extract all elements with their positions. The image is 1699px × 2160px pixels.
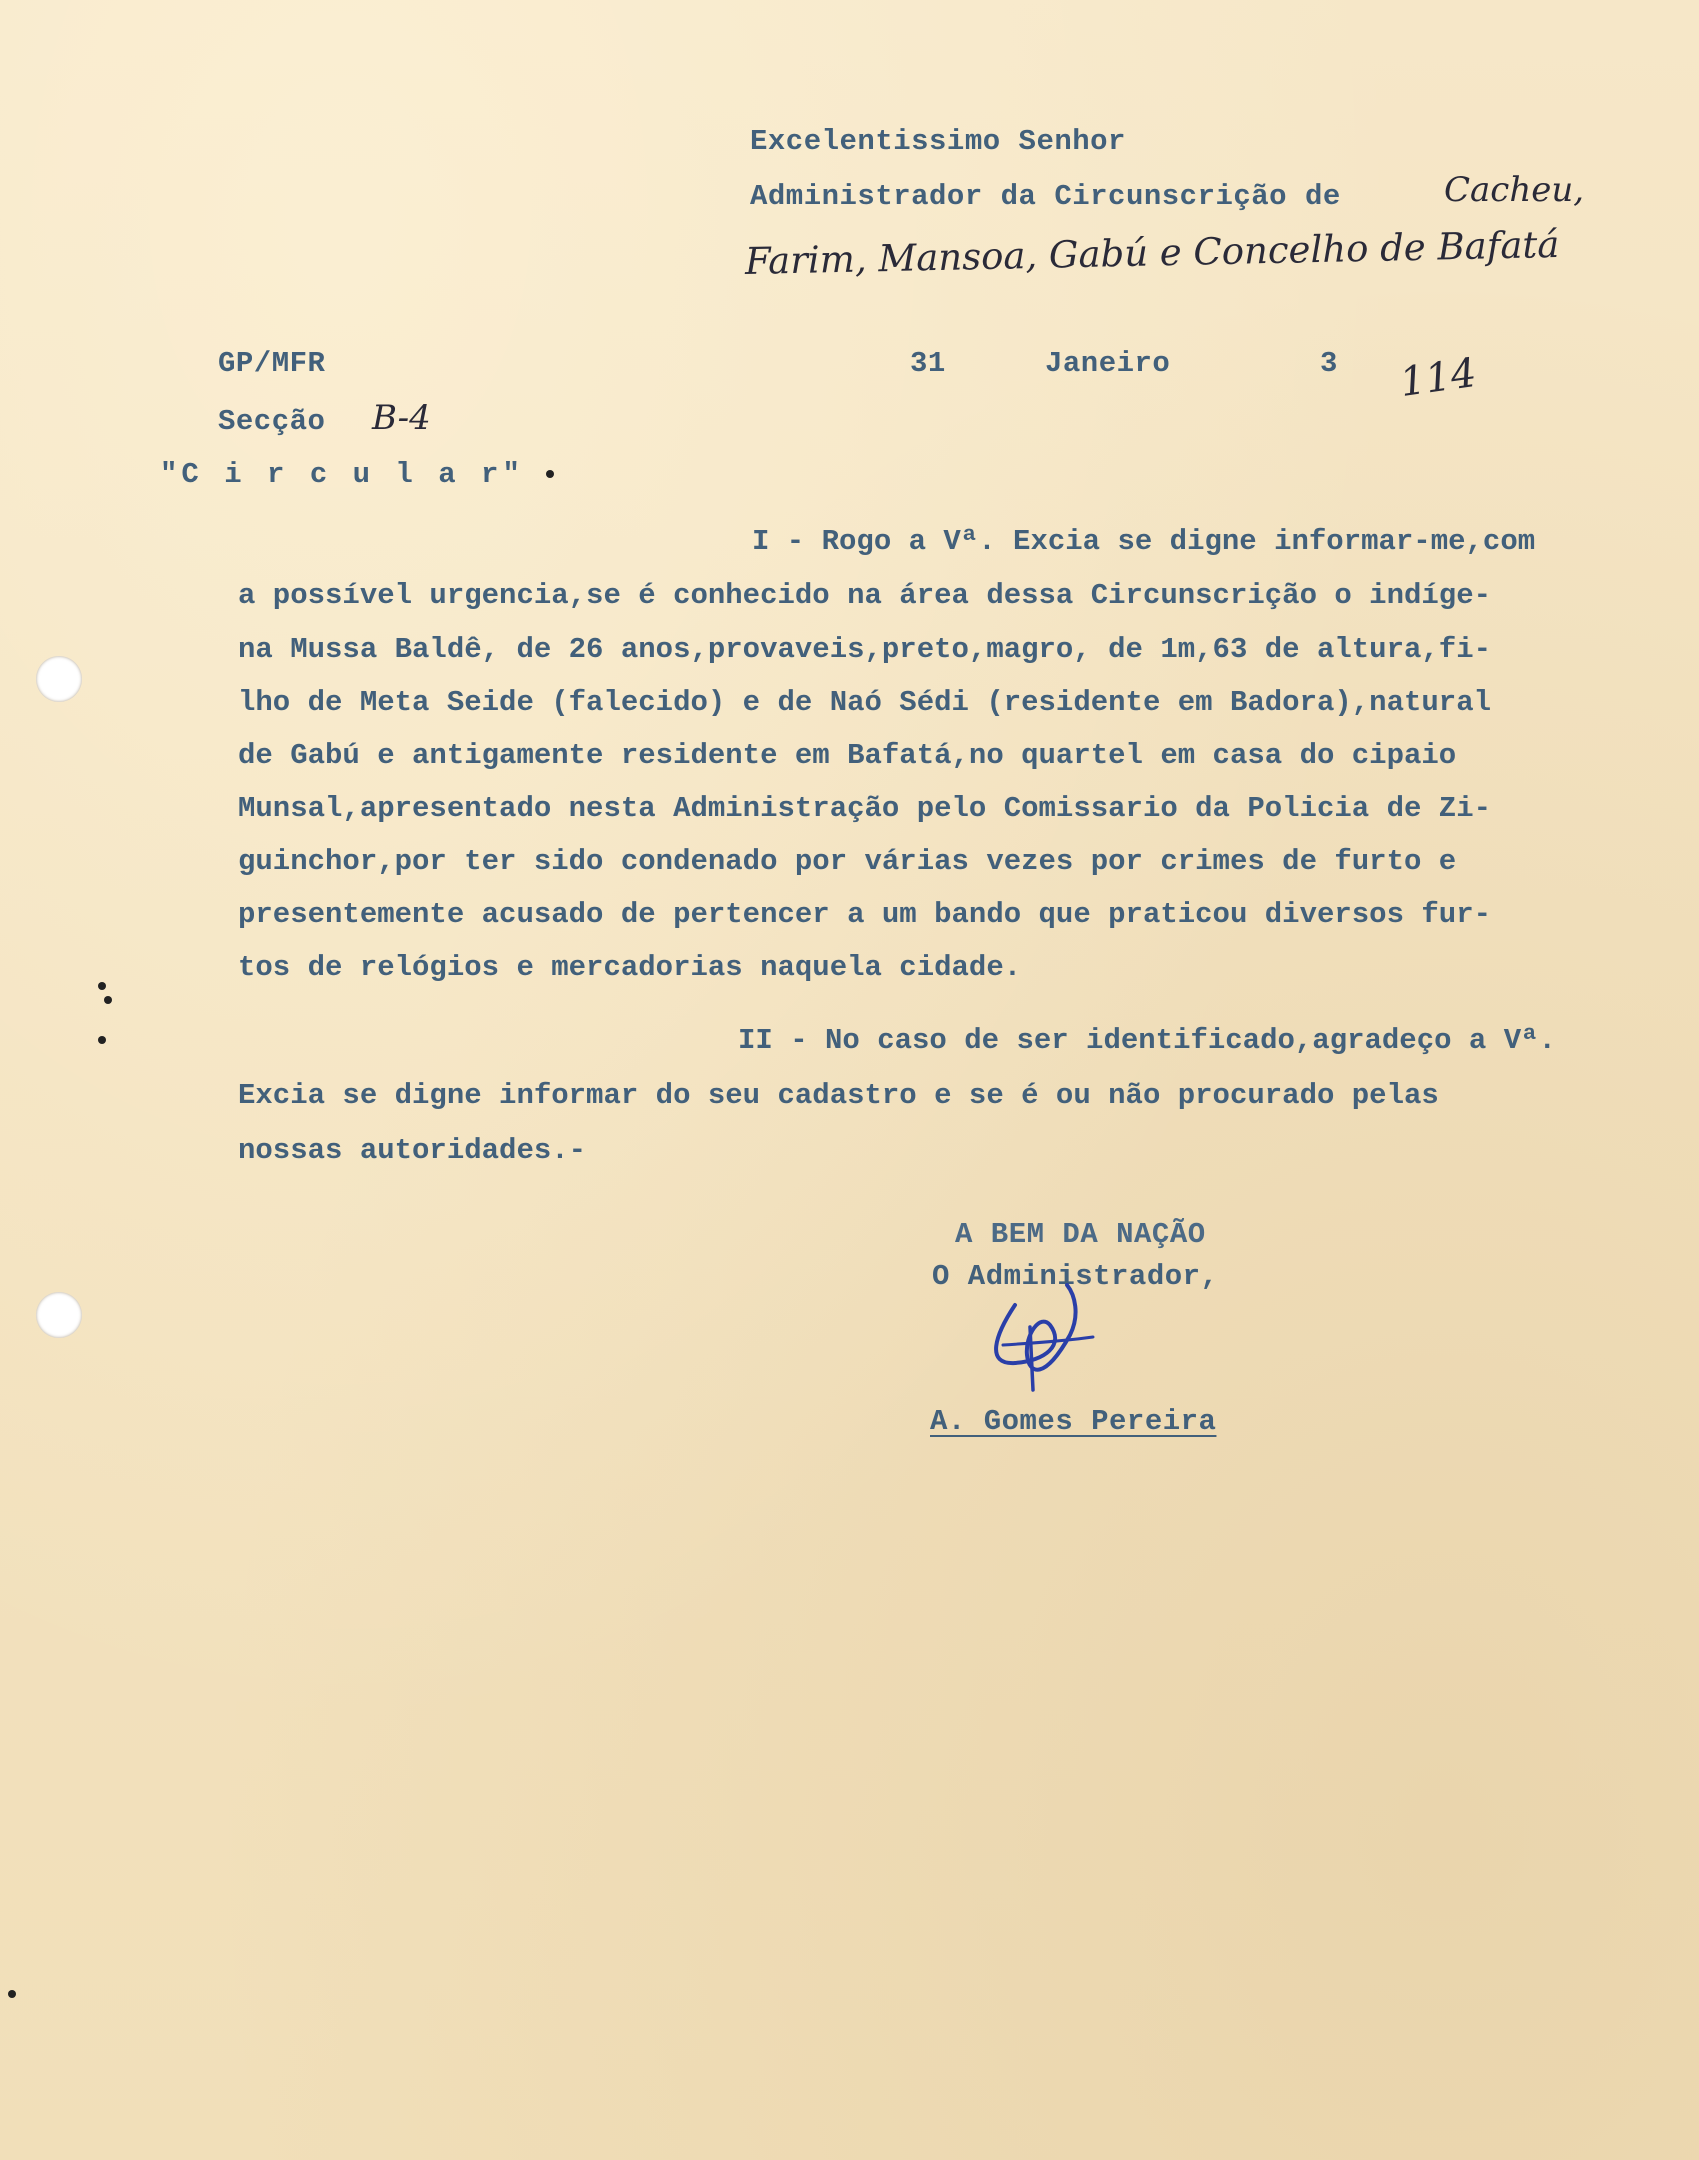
address-salutation: Excelentissimo Senhor <box>750 125 1126 158</box>
body-line: Munsal,apresentado nesta Administração pelo Comissario da Policia de Zi- <box>238 792 1492 825</box>
margin-mark <box>546 470 554 478</box>
margin-mark <box>104 996 112 1004</box>
body-line: tos de relógios e mercadorias naquela cidade. <box>238 951 1022 984</box>
reference-year: 3 <box>1320 347 1338 380</box>
closing-motto: A BEM DA NAÇÃO <box>955 1218 1206 1251</box>
margin-mark <box>98 982 106 990</box>
signature-mark <box>975 1275 1115 1395</box>
body-line: nossas autoridades.- <box>238 1134 587 1167</box>
address-handwritten-cacheu: Cacheu, <box>1444 170 1585 210</box>
closing-name: A. Gomes Pereira <box>930 1405 1217 1438</box>
body-line: na Mussa Baldê, de 26 anos,provaveis,preto,magro, de 1m,63 de altura,fi- <box>238 633 1492 666</box>
reference-number-handwritten: 114 <box>1397 349 1480 407</box>
body-line: a possível urgencia,se é conhecido na área dessa Circunscrição o indíge- <box>238 579 1492 612</box>
body-line: I - Rogo a Vª. Excia se digne informar-me,com <box>752 525 1536 558</box>
margin-mark <box>98 1036 106 1044</box>
punch-hole-lower <box>36 1292 82 1338</box>
reference-day: 31 <box>910 347 946 380</box>
closing-role: O Administrador, <box>932 1260 1219 1293</box>
reference-month: Janeiro <box>1045 347 1171 380</box>
body-line: de Gabú e antigamente residente em Bafatá,no quartel em casa do cipaio <box>238 739 1457 772</box>
body-line: lho de Meta Seide (falecido) e de Naó Sédi (residente em Badora),natural <box>238 686 1492 719</box>
body-line: guinchor,por ter sido condenado por várias vezes por crimes de furto e <box>238 845 1457 878</box>
address-line-typed: Administrador da Circunscrição de <box>750 180 1341 213</box>
body-line: Excia se digne informar do seu cadastro e se é ou não procurado pelas <box>238 1079 1439 1112</box>
circular-label: "C i r c u l a r" <box>160 458 524 491</box>
margin-mark <box>8 1990 16 1998</box>
seccao-value-handwritten: B-4 <box>372 398 431 438</box>
reference-code: GP/MFR <box>218 347 326 380</box>
body-line: II - No caso de ser identificado,agradeço a Vª. <box>738 1024 1556 1057</box>
body-line: presentemente acusado de pertencer a um bando que praticou diversos fur- <box>238 898 1492 931</box>
seccao-label: Secção <box>218 405 326 438</box>
punch-hole-upper <box>36 656 82 702</box>
address-handwritten-line: Farim, Mansoa, Gabú e Concelho de Bafatá <box>744 222 1560 283</box>
